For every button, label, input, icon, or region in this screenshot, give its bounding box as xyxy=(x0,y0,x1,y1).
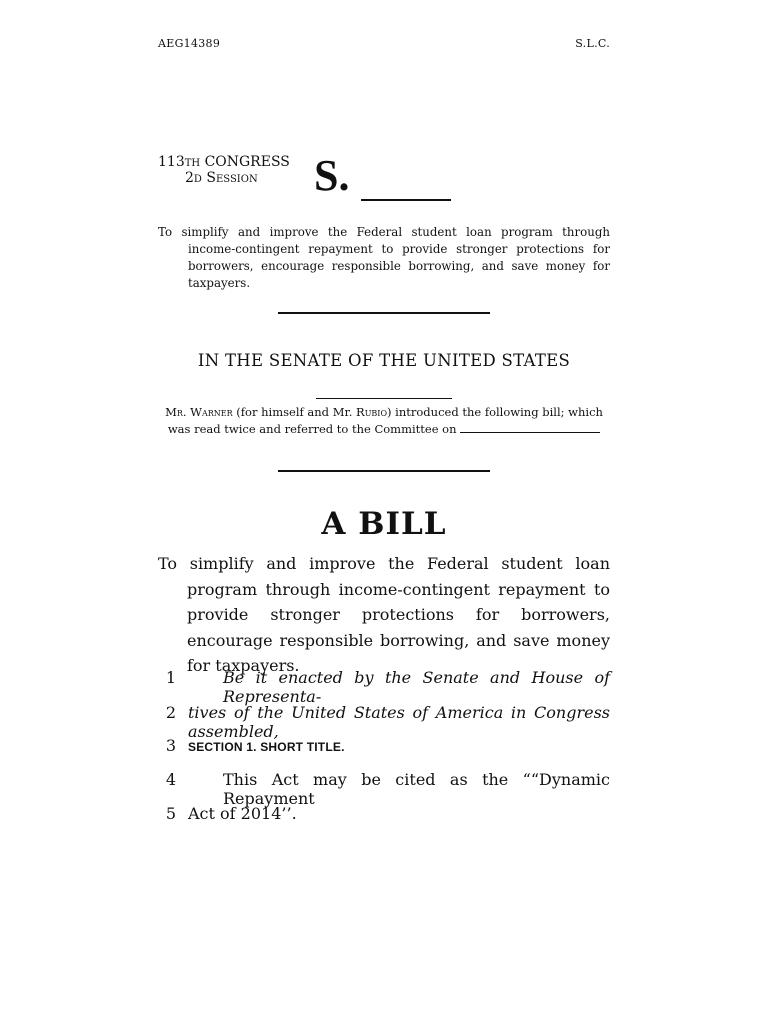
short-purpose: To simplify and improve the Federal student loan program through income-contingent repayment to provide stronger protections for borrowers, encourage responsible borrowing, and save money for taxpayers. xyxy=(158,225,610,290)
committee-blank xyxy=(460,421,600,433)
thin-divider xyxy=(316,398,452,399)
divider-rule xyxy=(278,470,490,472)
line-number: 1 xyxy=(165,668,176,687)
bill-title: A BILL xyxy=(321,506,447,542)
line-number: 3 xyxy=(165,736,176,755)
bill-number-blank xyxy=(361,199,451,201)
enacting-clause-line: Be it enacted by the Senate and House of Representa- xyxy=(223,668,610,706)
enacting-clause-line: tives of the United States of America in Congress assembled, xyxy=(188,703,610,741)
line-number: 4 xyxy=(165,770,176,789)
document-id: AEG14389 xyxy=(158,37,221,50)
line-number: 5 xyxy=(165,804,176,823)
short-title-line: This Act may be cited as the ““Dynamic Repayment xyxy=(223,770,610,808)
congress-session xyxy=(158,154,290,186)
sponsor-name: Mr. Warner xyxy=(165,405,233,419)
bill-number: S. xyxy=(314,151,350,200)
slc-label: S.L.C. xyxy=(575,37,610,50)
long-purpose: To simplify and improve the Federal student loan program through income-contingent repayment to provide stronger protections for borrowers, encourage responsible borrowing, and save money for taxpayers. xyxy=(158,554,610,675)
senate-heading: IN THE SENATE OF THE UNITED STATES xyxy=(197,351,571,370)
line-number: 2 xyxy=(165,703,176,722)
congress-line: 113th CONGRESS xyxy=(158,154,290,170)
session-line: 2d Session xyxy=(185,170,258,186)
intro-text: (for himself and Mr. xyxy=(232,405,357,419)
divider-rule xyxy=(278,312,490,314)
short-title-line: Act of 2014’’. xyxy=(188,804,297,823)
introduction-statement xyxy=(158,404,610,438)
cosponsor-name: Rubio xyxy=(356,405,388,419)
intro-text: ) introduced the following bill; which was read twice and referred to the Committee on xyxy=(167,405,603,436)
section-heading: SECTION 1. SHORT TITLE. xyxy=(188,740,345,754)
